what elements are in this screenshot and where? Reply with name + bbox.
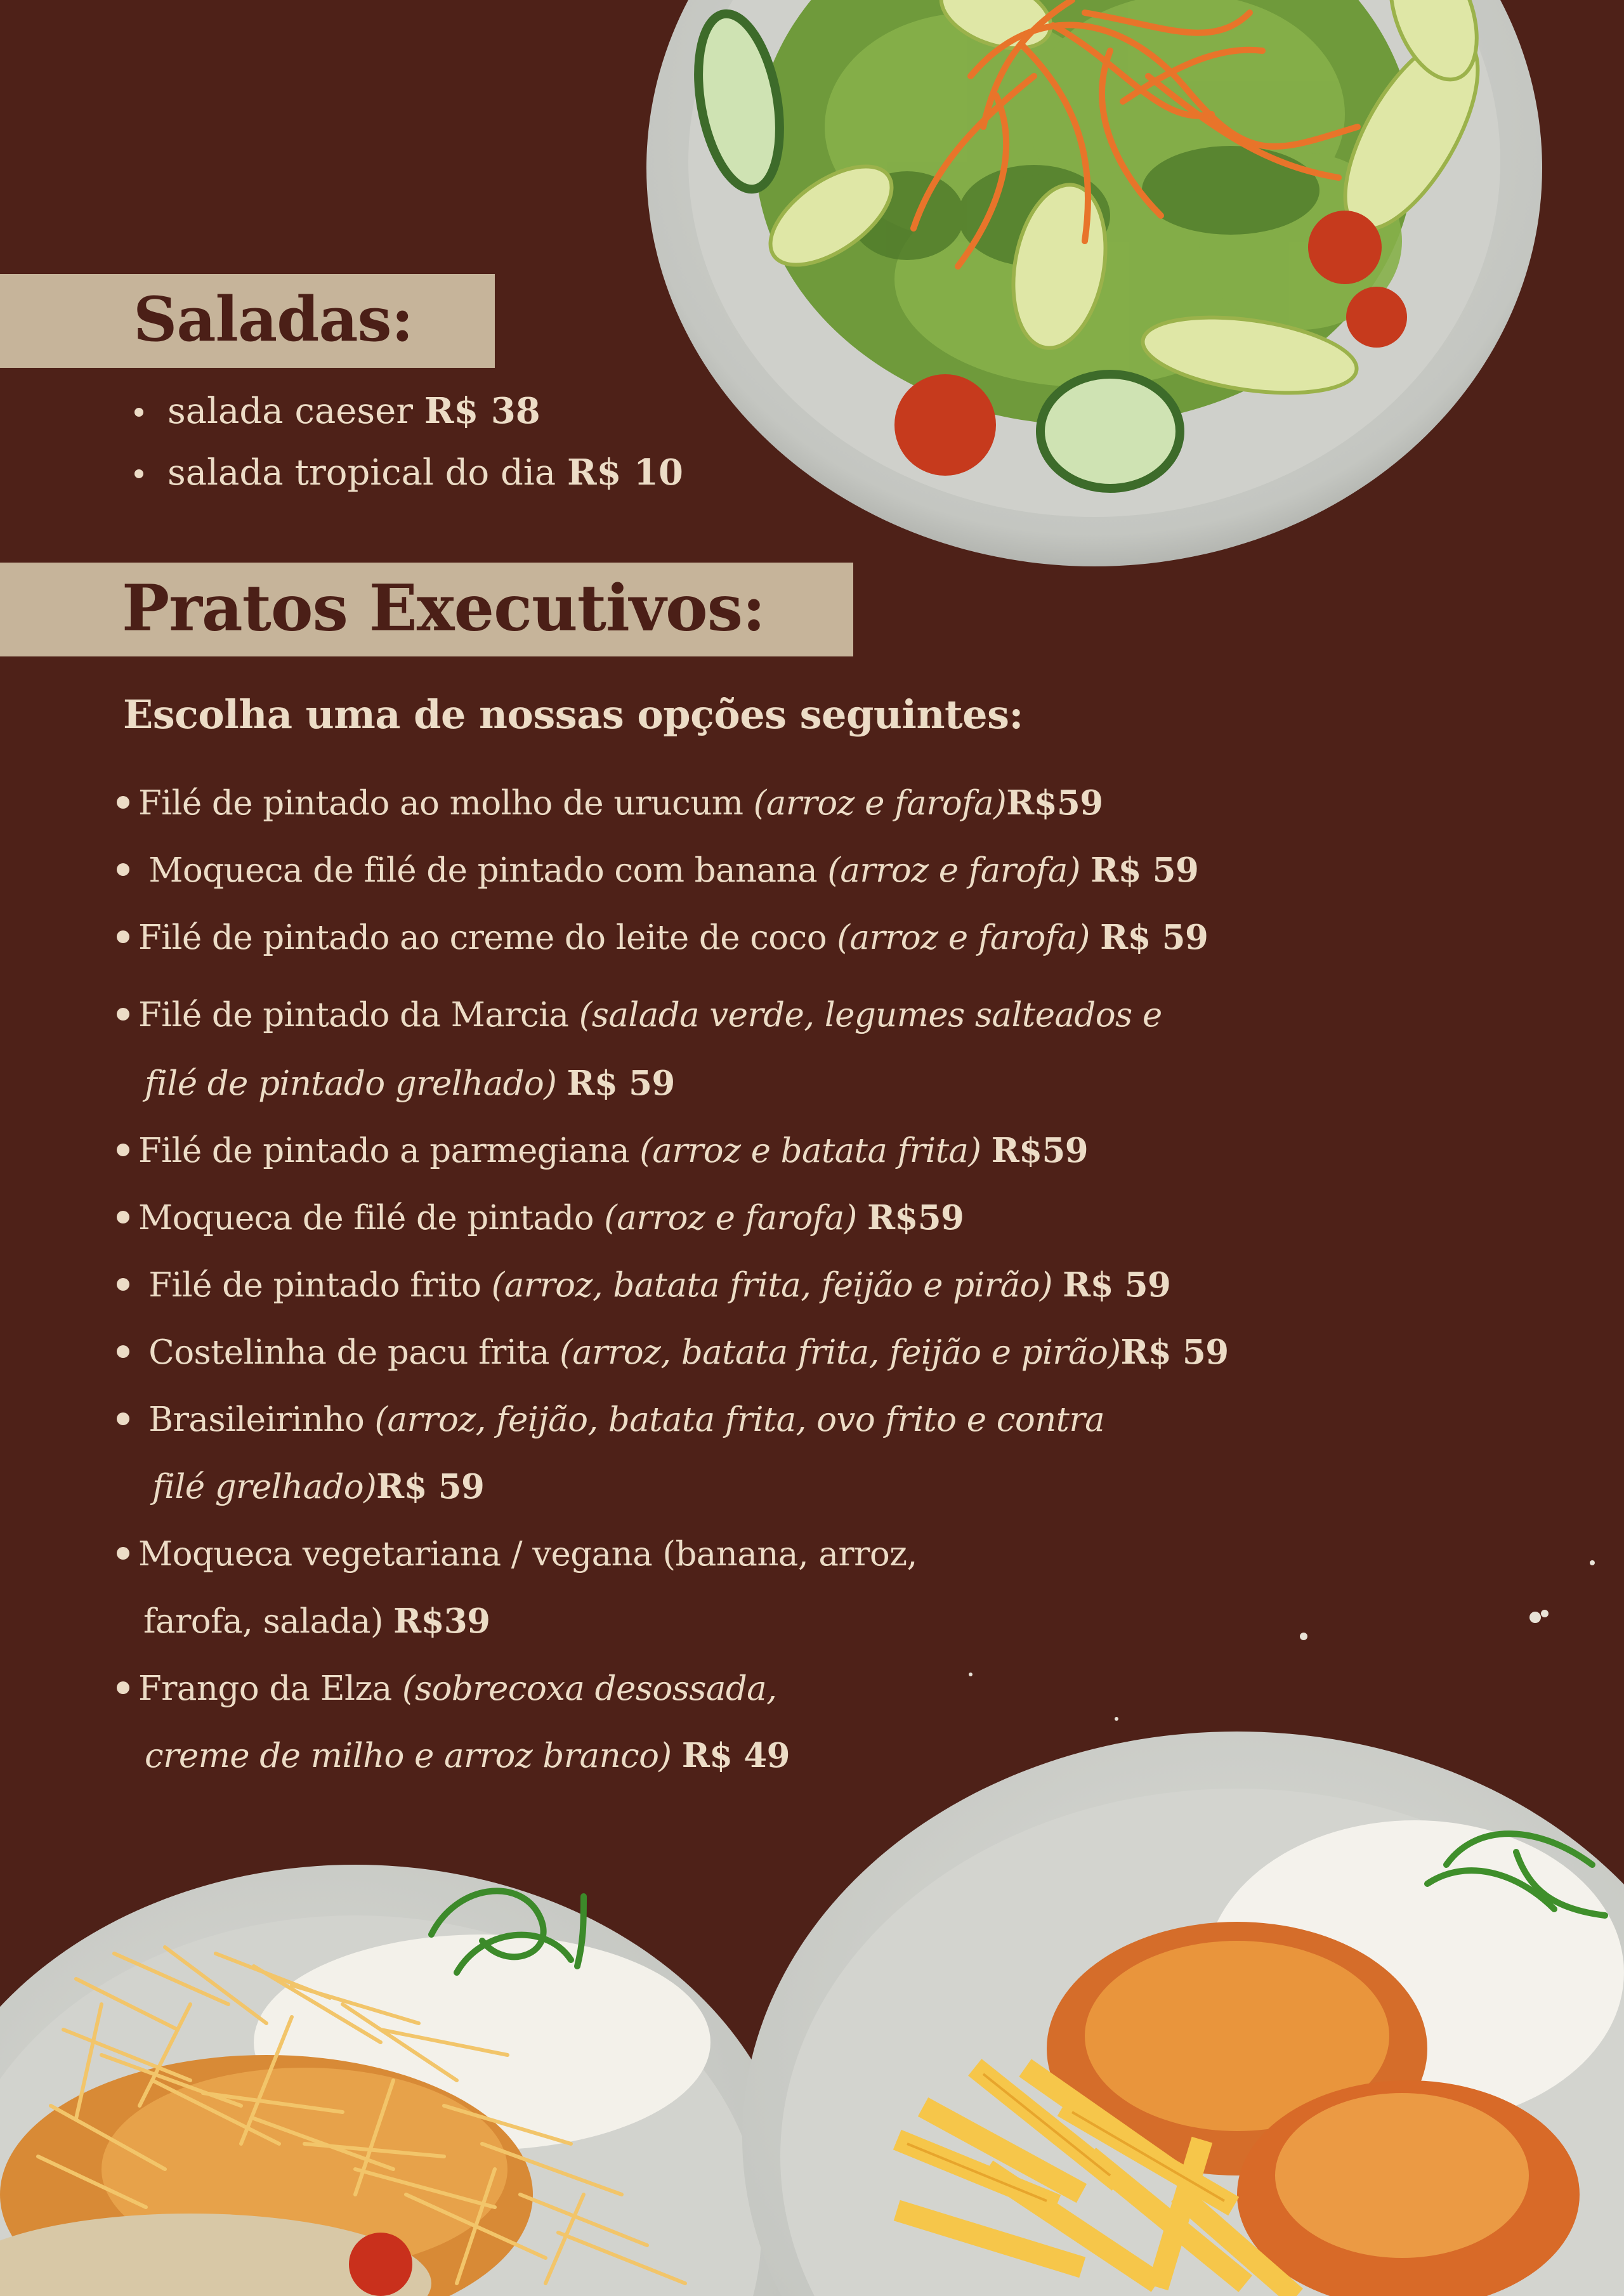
bullet-icon [117, 1412, 129, 1425]
dish-desc: (arroz, batata frita, feijão e pirão) [560, 1333, 1121, 1372]
dish-item [117, 1198, 964, 1237]
dish-name: Brasileirinho [148, 1400, 365, 1439]
dish-price: R$ 59 [1100, 918, 1208, 957]
dish-name: Filé de pintado ao molho de urucum [138, 784, 743, 823]
dish-item [117, 918, 1208, 957]
dish-name: Moqueca vegetariana / vegana (banana, arroz, [138, 1535, 917, 1574]
salad-name: salada tropical do dia [167, 452, 556, 493]
dish-name: Filé de pintado frito [148, 1266, 481, 1305]
dish-price: R$59 [1006, 783, 1103, 823]
bullet-icon [117, 1144, 129, 1156]
bullet-icon [117, 1345, 129, 1358]
pratos-subtitle: Escolha uma de nossas opções seguintes: [123, 691, 1023, 738]
dish-item [117, 1535, 917, 1574]
dish-desc: (arroz e farofa) [827, 851, 1080, 890]
potato-sticks-plate-image [0, 1814, 825, 2296]
fries-plate-image [717, 1719, 1624, 2296]
dish-item [117, 1333, 1229, 1372]
dish-item-continuation [152, 1467, 485, 1506]
bullet-icon [117, 796, 129, 809]
dish-price: R$ 59 [1090, 851, 1199, 890]
dish-desc: (sobrecoxa desossada, [402, 1669, 777, 1708]
salad-price: R$ 10 [566, 452, 683, 493]
dish-price: R$ 59 [376, 1467, 485, 1506]
dish-item [117, 851, 1199, 890]
dish-desc: (salada verde, legumes salteados e [579, 996, 1162, 1034]
dish-desc: (arroz e farofa) [604, 1199, 857, 1237]
dish-item-continuation [145, 1064, 675, 1103]
dish-desc-continued: filé de pintado grelhado) [145, 1064, 557, 1103]
saladas-banner [0, 274, 495, 368]
dish-item [117, 1265, 1171, 1305]
dish-item-continuation [145, 1736, 790, 1775]
bullet-icon [132, 414, 152, 423]
bullet-icon [117, 863, 129, 876]
bullet-icon [117, 1008, 129, 1021]
salad-list [132, 381, 683, 504]
pratos-title: Pratos Executivos: [122, 570, 765, 646]
bullet-icon [117, 1278, 129, 1291]
dish-price: R$59 [867, 1198, 964, 1237]
bullet-icon [117, 930, 129, 943]
dish-desc: (arroz e farofa) [753, 784, 1007, 823]
dish-price: R$ 59 [566, 1064, 675, 1103]
dish-desc-continued: creme de milho e arroz branco) [145, 1737, 672, 1775]
salad-name: salada caeser [167, 391, 413, 432]
dish-name: Filé de pintado ao creme do leite de coco [138, 918, 827, 957]
dish-price: R$ 59 [1063, 1265, 1171, 1305]
dish-item [117, 783, 1103, 823]
dish-name: Filé de pintado a parmegiana [138, 1132, 629, 1170]
bullet-icon [117, 1681, 129, 1694]
dish-desc: (arroz e farofa) [837, 918, 1090, 957]
dish-item [117, 1131, 1089, 1170]
list-item [132, 381, 683, 442]
dish-price: R$ 59 [1120, 1333, 1229, 1372]
dish-desc: (arroz, batata frita, feijão e pirão) [491, 1266, 1052, 1305]
dish-name: Moqueca de filé de pintado [138, 1199, 594, 1237]
dish-desc: (arroz e batata frita) [639, 1132, 981, 1170]
dish-name: Frango da Elza [138, 1669, 392, 1708]
dish-name: Moqueca de filé de pintado com banana [148, 851, 818, 890]
bullet-icon [117, 1547, 129, 1560]
dish-item [117, 1669, 777, 1708]
saladas-title: Saladas: [133, 284, 414, 356]
pratos-banner [0, 563, 853, 656]
dish-desc: (arroz, feijão, batata frita, ovo frito e contra [374, 1400, 1105, 1439]
bullet-icon [132, 476, 152, 485]
dish-name-continued: farofa, salada) [143, 1602, 383, 1641]
dish-item-continuation [143, 1601, 490, 1641]
salad-plate-image [641, 0, 1554, 571]
dish-item [117, 1400, 1105, 1439]
dish-desc-continued: filé grelhado) [152, 1468, 377, 1506]
dish-name: Filé de pintado da Marcia [138, 996, 569, 1034]
list-item [132, 442, 683, 504]
dish-price: R$39 [393, 1601, 490, 1641]
bullet-icon [117, 1211, 129, 1223]
crumb-decoration [952, 1548, 1624, 1738]
dish-price: R$ 49 [681, 1736, 790, 1775]
salad-price: R$ 38 [424, 390, 540, 432]
dish-price: R$59 [991, 1131, 1089, 1170]
dish-item [117, 998, 1162, 1032]
dish-name: Costelinha de pacu frita [148, 1333, 549, 1372]
